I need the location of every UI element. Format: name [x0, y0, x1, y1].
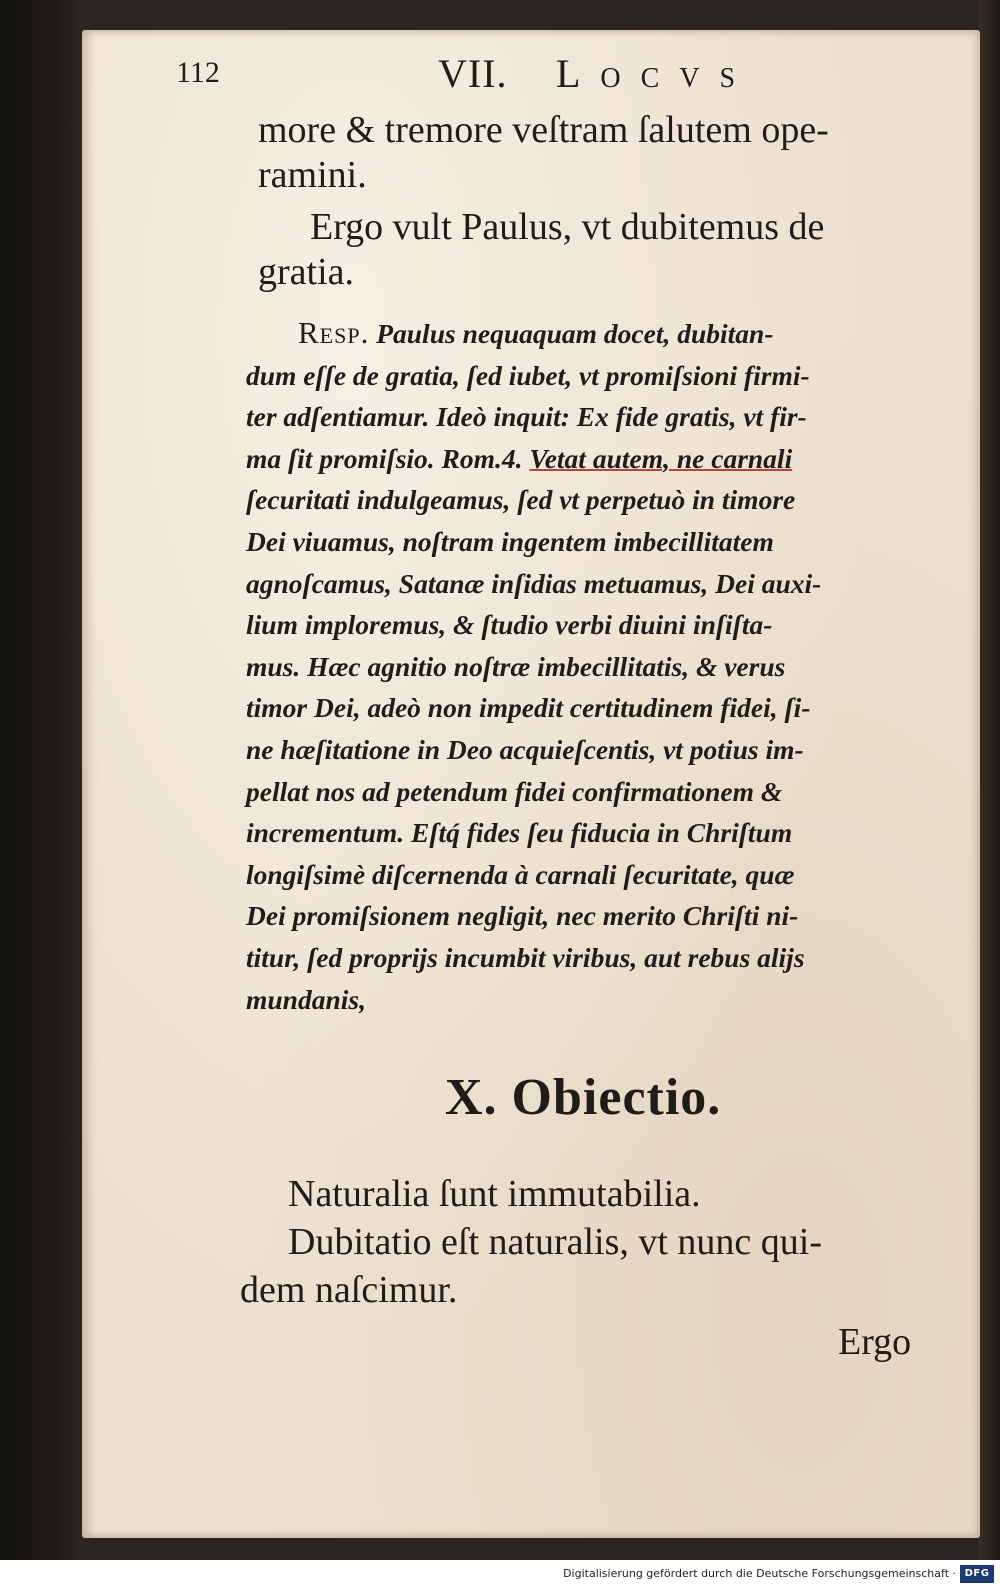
response-first-line: Paulus nequaquam docet, dubitan- [376, 318, 774, 349]
text-line: Dei promiſsionem negligit, nec merito Chriſti ni- [246, 900, 799, 932]
objection-heading: X. Obiectio. [445, 1069, 722, 1126]
text-line: more & tremore veſtram ſalutem ope- [258, 109, 829, 151]
book-right-edge [978, 0, 1000, 1560]
text-line: pellat nos ad petendum fidei confirmationem & [246, 775, 783, 807]
text-line: lium imploremus, & ſtudio verbi diuini inſiſta- [246, 609, 773, 641]
text-line: agnoſcamus, Satanæ inſidias metuamus, Dei auxi- [246, 567, 822, 599]
text-line: Ergo vult Paulus, vt dubitemus de [310, 206, 825, 248]
section-numeral: VII. [438, 51, 508, 96]
text-segment: ma ſit promiſsio. Rom.4. [246, 442, 530, 474]
text-line [246, 438, 946, 480]
running-header [176, 50, 776, 98]
funding-credit: Digitalisierung gefördert durch die Deutsche Forschungsgemeinschaft · [563, 1567, 956, 1580]
red-underline-annotation: Vetat autem, ne carnali [529, 442, 793, 474]
text-line: ne hæſitatione in Deo acquieſcentis, vt potius im- [246, 733, 804, 765]
text-line: Naturalia ſunt immutabilia. [288, 1173, 701, 1215]
objection-paragraph [240, 1170, 940, 1314]
text-line: ramini. [258, 154, 367, 196]
text-line: mus. Hæc agnitio noſtræ imbecillitatis, & verus [246, 650, 786, 682]
text-line: timor Dei, adeò non impedit certitudinem fidei, ſi- [246, 692, 811, 724]
paragraph-conclusion [258, 205, 948, 295]
text-line: longiſsimè diſcernenda à carnali ſecuritate, quæ [246, 858, 795, 890]
text-line: Dei viuamus, noſtram ingentem imbecillitatem [246, 525, 774, 557]
text-line: titur, ſed proprijs incumbit viribus, aut rebus alijs [246, 941, 805, 973]
text-line: incrementum. Eſtq́ fides ſeu fiducia in Chriſtum [246, 817, 793, 849]
text-line: mundanis, [246, 983, 366, 1015]
text-line: ter adſentiamur. Ideò inquit: Ex fide gratis, vt fir- [246, 401, 807, 433]
digitization-footer [0, 1560, 1000, 1590]
text-line: dem naſcimur. [240, 1269, 458, 1311]
text-line [246, 312, 946, 355]
response-label: Resp. [298, 315, 370, 350]
dfg-logo: DFG [960, 1565, 994, 1583]
book-gutter-shadow [0, 0, 82, 1560]
text-line: gratia. [258, 251, 355, 293]
response-paragraph [246, 312, 946, 1020]
page-number: 112 [176, 56, 220, 89]
text-line: Dubitatio eſt naturalis, vt nunc qui- [288, 1221, 823, 1263]
catchword: Ergo [838, 1321, 912, 1363]
section-title: Locvs [556, 51, 756, 96]
paragraph-continued [258, 108, 948, 198]
text-line: ſecuritati indulgeamus, ſed vt perpetuò in timore [246, 484, 796, 516]
text-line: dum eſſe de gratia, ſed iubet, vt promiſsioni firmi- [246, 359, 810, 391]
